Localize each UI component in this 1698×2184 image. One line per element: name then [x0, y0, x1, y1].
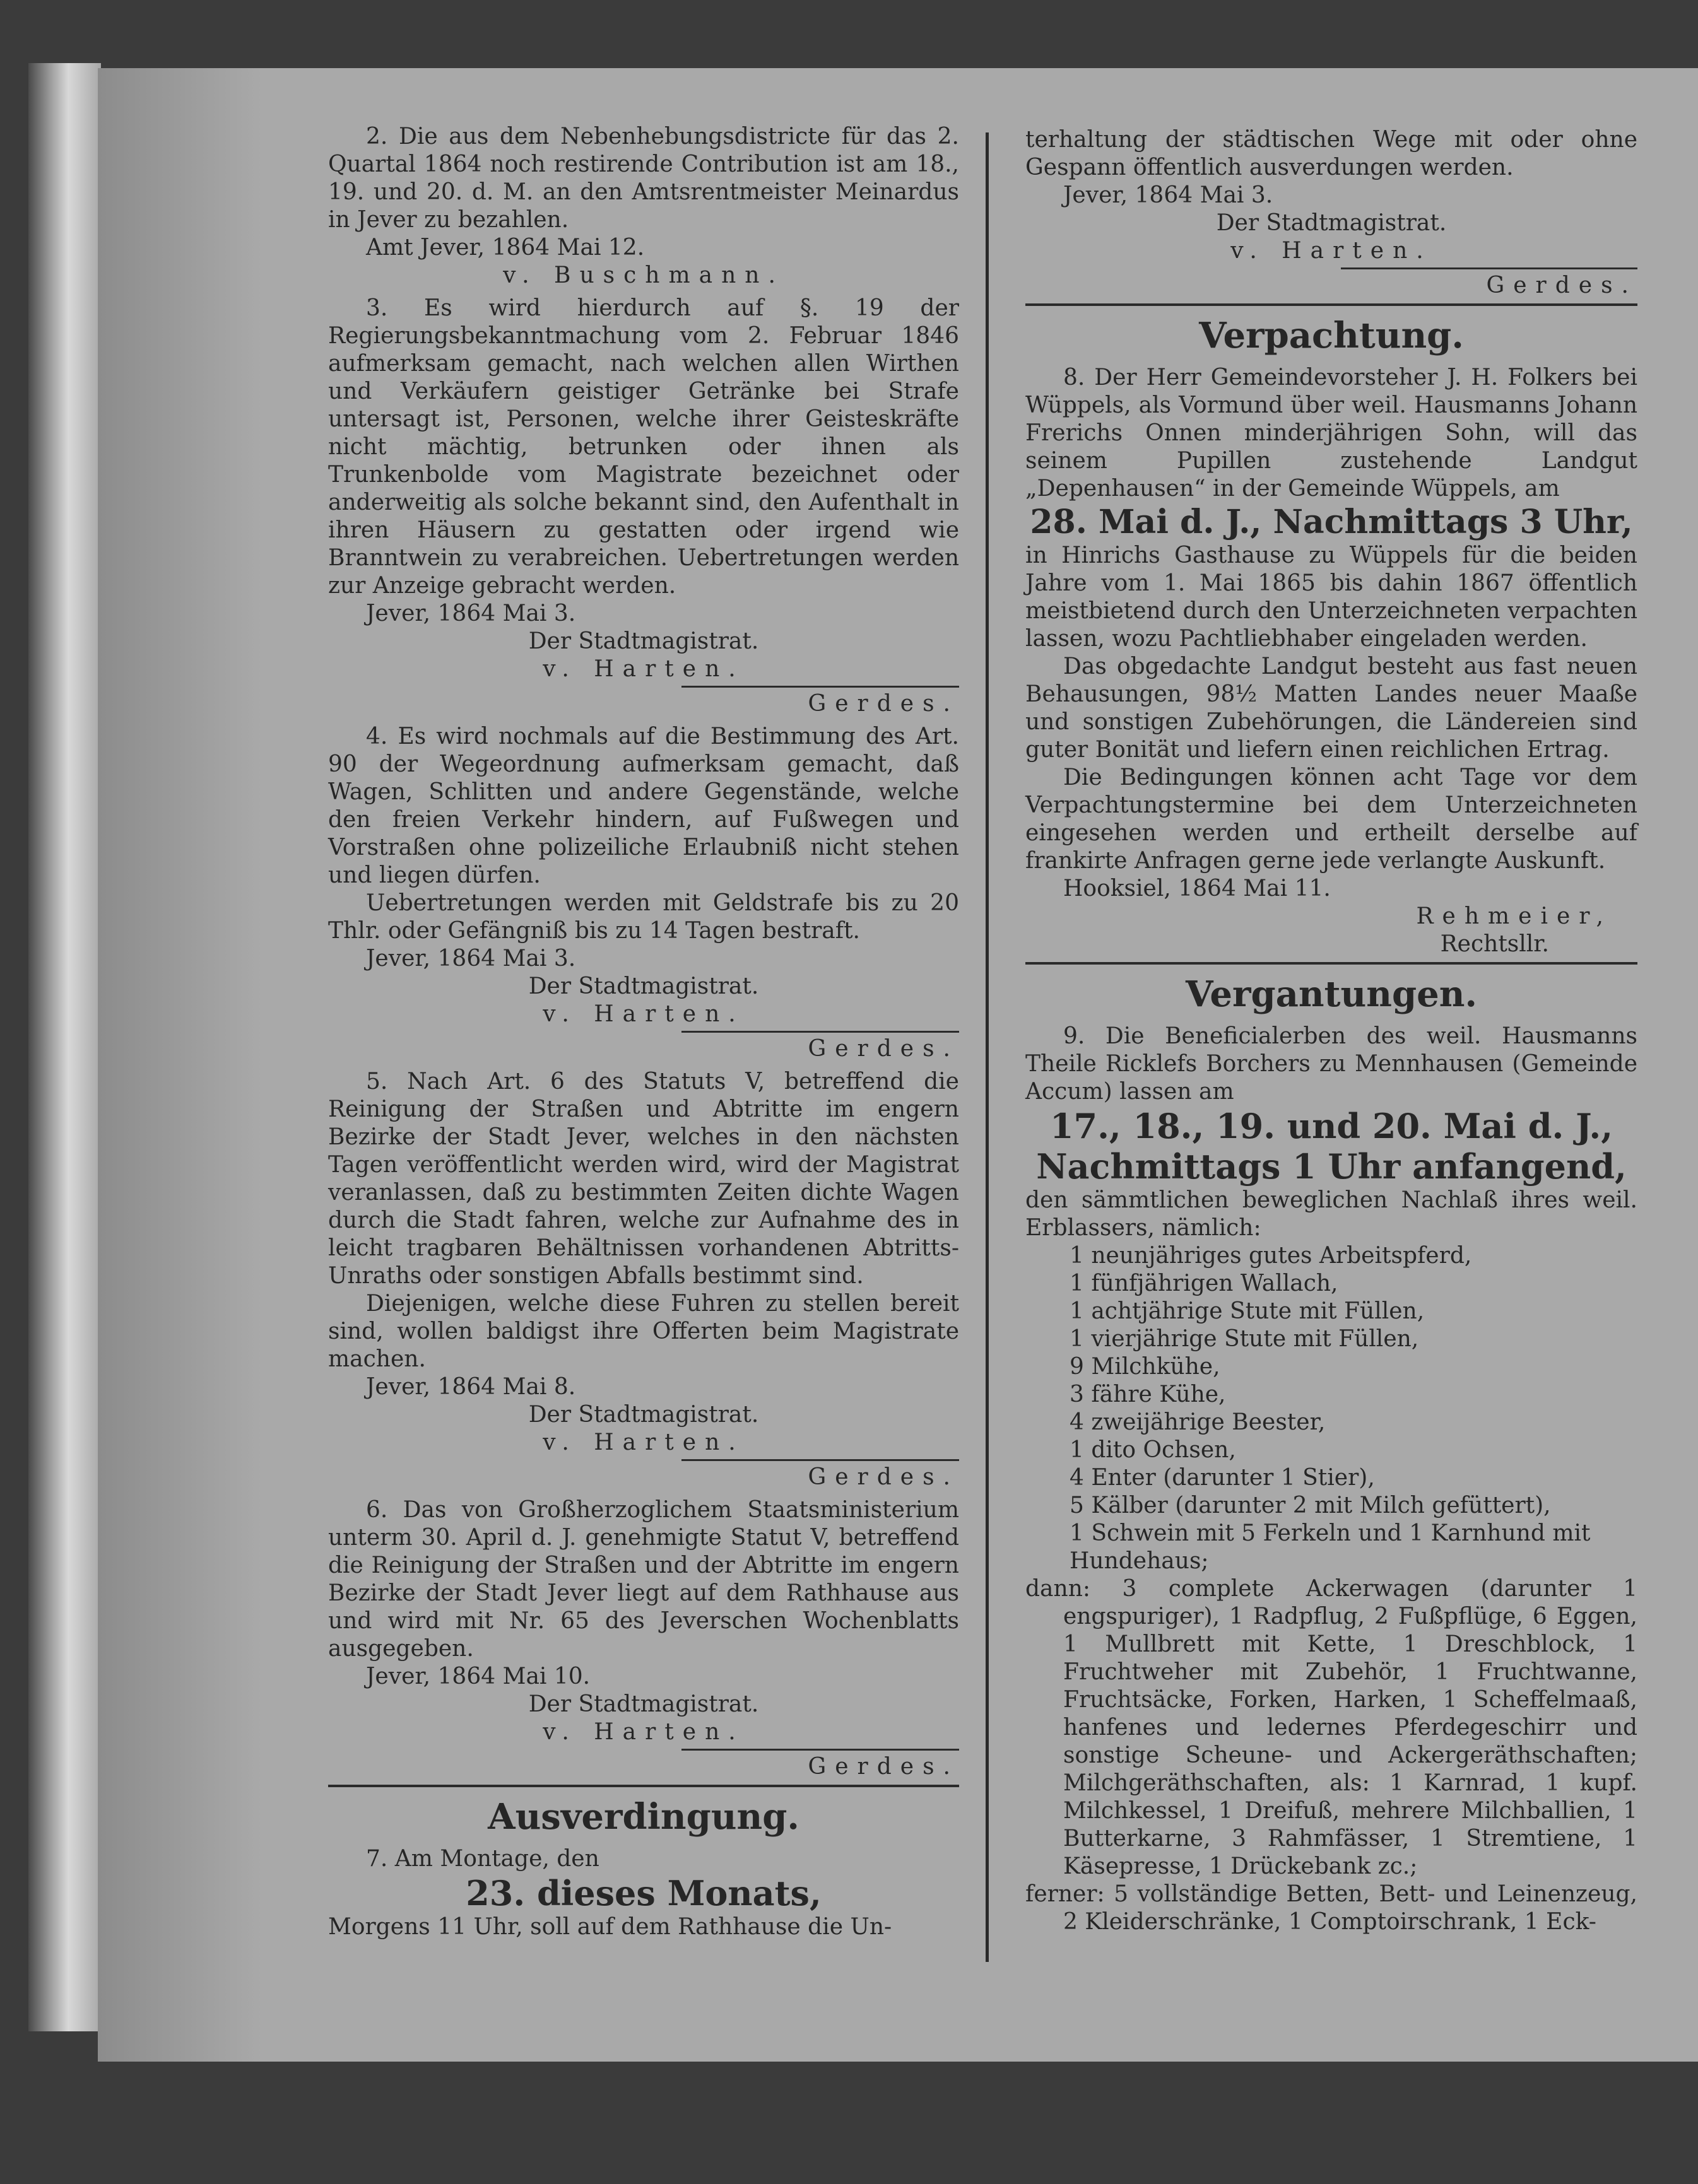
notice-9-ferner: ferner: 5 vollständige Betten, Bett- und Leinenzeug, 2 Kleiderschränke, 1 Comptoirschrank, 1 Eck-: [1025, 1881, 1637, 1935]
notice-6-office: Der Stadtmagistrat.: [528, 1691, 759, 1717]
notice-2-text: 2. Die aus dem Nebenhebungsdistricte für das 2. Quartal 1864 noch restirende Contribution ist am 18., 19. und 20. d. M. an den Amtsrentmeister Meinardus in Jever zu bezahlen.: [328, 124, 959, 233]
right-column: [1025, 126, 1637, 1936]
notice-7-intro: 7. Am Montage, den: [366, 1846, 599, 1872]
auction-item-list: [1070, 1242, 1637, 1575]
list-item: 3 fähre Kühe,: [1070, 1382, 1226, 1407]
notice-3-place: Jever, 1864 Mai 3.: [366, 601, 576, 626]
notice-3-signature-2: Gerdes.: [808, 691, 959, 717]
notice-4-signature: v. Harten.: [543, 1001, 745, 1027]
notice-8-text-4: Die Bedingungen können acht Tage vor dem Verpachtungstermine bei dem Unterzeichneten eingesehen werden und ertheilt derselbe auf frankirte Anfragen gerne jede verlangte Auskunft.: [1025, 765, 1637, 874]
signature-rule: [681, 686, 959, 688]
list-item: 1 achtjährige Stute mit Füllen,: [1070, 1298, 1425, 1324]
notice-9-time: Nachmittags 1 Uhr anfangend,: [1036, 1146, 1627, 1187]
signature-rule: [681, 1749, 959, 1751]
list-item: 5 Kälber (darunter 2 mit Milch gefüttert),: [1070, 1493, 1551, 1518]
notice-7-office: Der Stadtmagistrat.: [1216, 210, 1447, 236]
notice-8-place: Hooksiel, 1864 Mai 11.: [1063, 876, 1331, 901]
page-gutter-shadow: [98, 68, 262, 2062]
section-heading-vergantungen: Vergantungen.: [1186, 973, 1477, 1015]
notice-8-date: 28. Mai d. J., Nachmittags 3 Uhr,: [1030, 503, 1633, 541]
notice-6-text: 6. Das von Großherzoglichem Staatsministerium unterm 30. April d. J. genehmigte Statut V, betreffend die Reinigung der Straßen und der Abtritte im engern Bezirke der Stadt Jever liegt auf dem Rathhause aus und wird mit Nr. 65 des Jeverschen Wochenblatts ausgegeben.: [328, 1497, 959, 1662]
list-item: 1 vierjährige Stute mit Füllen,: [1070, 1326, 1419, 1352]
notice-5-text-2: Diejenigen, welche diese Fuhren zu stellen bereit sind, wollen baldigst ihre Offerten beim Magistrate machen.: [328, 1291, 959, 1372]
notice-4-place: Jever, 1864 Mai 3.: [366, 946, 576, 972]
notice-7-date: 23. dieses Monats,: [466, 1873, 822, 1913]
notice-6-signature-2: Gerdes.: [808, 1754, 959, 1780]
notice-9-text-2: den sämmtlichen beweglichen Nachlaß ihres weil. Erblassers, nämlich:: [1025, 1187, 1637, 1241]
signature-rule: [681, 1459, 959, 1461]
section-rule: [328, 1785, 959, 1787]
list-item: 1 dito Ochsen,: [1070, 1437, 1236, 1463]
notice-8-text-2: in Hinrichs Gasthause zu Wüppels für die beiden Jahre vom 1. Mai 1865 bis dahin 1867 öffentlich meistbietend durch den Unterzeichneten verpachten lassen, wozu Pachtliebhaber eingeladen werden.: [1025, 543, 1637, 652]
notice-6-place: Jever, 1864 Mai 10.: [366, 1664, 591, 1689]
notice-3-office: Der Stadtmagistrat.: [528, 628, 759, 654]
notice-8-text-3: Das obgedachte Landgut besteht aus fast neuen Behausungen, 98½ Matten Landes neuer Maaße und sonstigen Zubehörungen, die Ländereien sind guter Bonität und liefern einen reichlichen Ertrag.: [1025, 654, 1637, 763]
notice-2-place: Amt Jever, 1864 Mai 12.: [366, 235, 645, 261]
notice-5-office: Der Stadtmagistrat.: [528, 1402, 759, 1428]
notice-2-signature: v. Buschmann.: [503, 262, 784, 288]
list-item: 1 neunjähriges gutes Arbeitspferd,: [1070, 1243, 1472, 1269]
list-item: 1 fünfjährigen Wallach,: [1070, 1271, 1338, 1296]
notice-9-dann: dann: 3 complete Ackerwagen (darunter 1 engspuriger), 1 Radpflug, 2 Fußpflüge, 6 Eggen, 1 Mullbrett mit Kette, 1 Dreschblock, 1 Fruchtweher mit Zubehör, 1 Fruchtwanne, Fruchtsäcke, Forken, Harken, 1 Scheffelmaaß, hanfenes und ledernes Pferdegeschirr und sonstige Scheune- und Ackergeräthschaften; Milchgeräthschaften, als: 1 Karnrad, 1 kupf. Milchkessel, 1 Dreifuß, mehrere Milchballien, 1 Butterkarne, 3 Rahmfässer, 1 Stremtiene, 1 Käsepresse, 1 Drückebank zc.;: [1025, 1576, 1637, 1879]
section-rule: [1025, 303, 1637, 306]
notice-7-text: Morgens 11 Uhr, soll auf dem Rathhause die Un-: [328, 1914, 892, 1940]
list-item: 9 Milchkühe,: [1070, 1354, 1220, 1380]
notice-5-place: Jever, 1864 Mai 8.: [366, 1374, 576, 1400]
signature-rule: [681, 1031, 959, 1033]
signature-rule: [1341, 267, 1637, 269]
notice-3-text: 3. Es wird hierdurch auf §. 19 der Regierungsbekanntmachung vom 2. Februar 1846 aufmerksam gemacht, nach welchen allen Wirthen und Verkäufern geistiger Getränke bei Strafe untersagt ist, Personen, welche ihrer Geisteskräfte nicht mächtig, betrunken oder ihnen als Trunkenbolde vom Magistrate bezeichnet oder anderweitig als solche bekannt sind, den Aufenthalt in ihren Häusern zu gestatten oder irgend wie Branntwein zu verabreichen. Uebertretungen werden zur Anzeige gebracht werden.: [328, 295, 959, 599]
notice-8-signature: Rehmeier,: [1416, 903, 1612, 929]
column-divider: [986, 132, 989, 1962]
notice-5-text: 5. Nach Art. 6 des Statuts V, betreffend die Reinigung der Straßen und Abtritte im engern Bezirke der Stadt Jever, welches in den nächsten Tagen veröffentlicht werden wird, wird der Magistrat veranlassen, daß zu bestimmten Zeiten dichte Wagen durch die Stadt fahren, welche zur Aufnahme des in leicht tragbaren Behältnissen vorhandenen Abtritts-Unraths oder sonstigen Abfalls bestimmt sind.: [328, 1069, 959, 1289]
notice-7-signature-2: Gerdes.: [1486, 273, 1637, 298]
notice-9-text: 9. Die Beneficialerben des weil. Hausmanns Theile Ricklefs Borchers zu Mennhausen (Gemeinde Accum) lassen am: [1025, 1023, 1637, 1105]
notice-5-signature-2: Gerdes.: [808, 1464, 959, 1490]
notice-4-text: 4. Es wird nochmals auf die Bestimmung des Art. 90 der Wegeordnung aufmerksam gemacht, daß Wagen, Schlitten und andere Gegenstände, welche den freien Verkehr hindern, auf Fußwegen und Vorstraßen ohne polizeiliche Erlaubniß nicht stehen und liegen dürfen.: [328, 724, 959, 888]
section-rule: [1025, 962, 1637, 965]
section-heading-verpachtung: Verpachtung.: [1199, 315, 1464, 356]
notice-4-office: Der Stadtmagistrat.: [528, 973, 759, 999]
section-heading-ausverdingung: Ausverdingung.: [488, 1796, 799, 1838]
notice-8-signature-title: Rechtsllr.: [1440, 931, 1549, 957]
list-item: 4 zweijährige Beester,: [1070, 1409, 1326, 1435]
notice-9-date: 17., 18., 19. und 20. Mai d. J.,: [1049, 1106, 1613, 1146]
list-item: 1 Schwein mit 5 Ferkeln und 1 Karnhund mit Hundehaus;: [1070, 1520, 1591, 1574]
list-item: 4 Enter (darunter 1 Stier),: [1070, 1465, 1375, 1491]
notice-7-place: Jever, 1864 Mai 3.: [1063, 182, 1273, 208]
notice-4-signature-2: Gerdes.: [808, 1036, 959, 1062]
notice-8-text: 8. Der Herr Gemeindevorsteher J. H. Folkers bei Wüppels, als Vormund über weil. Hausmanns Johann Frerichs Onnen minderjährigen Sohn, will das seinem Pupillen zustehende Landgut „Depenhausen“ in der Gemeinde Wüppels, am: [1025, 365, 1637, 502]
book-page-edges: [28, 63, 101, 2031]
notice-7-continued: terhaltung der städtischen Wege mit oder ohne Gespann öffentlich ausverdungen werden.: [1025, 127, 1637, 180]
notice-5-signature: v. Harten.: [543, 1430, 745, 1455]
notice-6-signature: v. Harten.: [543, 1719, 745, 1745]
notice-4-text-2: Uebertretungen werden mit Geldstrafe bis zu 20 Thlr. oder Gefängniß bis zu 14 Tagen bestraft.: [328, 890, 959, 944]
notice-3-signature: v. Harten.: [543, 656, 745, 682]
left-column: [328, 123, 959, 1941]
notice-7-signature: v. Harten.: [1230, 238, 1432, 264]
